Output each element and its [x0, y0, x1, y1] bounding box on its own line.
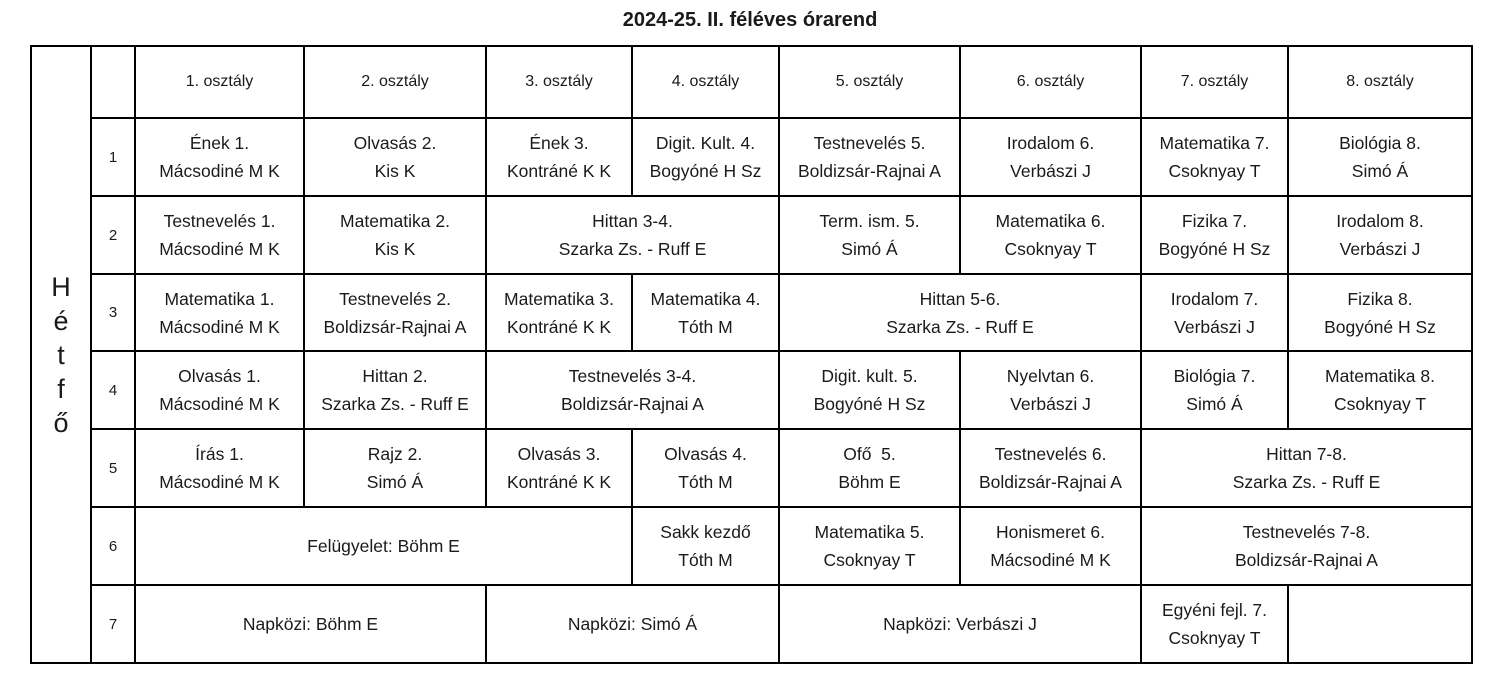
lesson-teacher: Bogyóné H Sz	[649, 161, 762, 181]
lesson-teacher: Szarka Zs. - Ruff E	[321, 394, 469, 414]
lesson-teacher: Simó Á	[841, 239, 898, 259]
lesson-subject: Hittan 2.	[362, 366, 428, 386]
lesson-teacher: Verbászi J	[1174, 316, 1255, 337]
lesson-teacher: Szarka Zs. - Ruff E	[1232, 472, 1381, 492]
lesson-cell	[960, 429, 1141, 507]
lesson-subject: Ofő 5.	[843, 444, 896, 464]
lesson-cell	[632, 274, 779, 351]
lesson-cell	[135, 429, 304, 507]
lesson-cell	[779, 351, 960, 429]
lesson-teacher: Tóth M	[678, 550, 733, 570]
lesson-subject: Sakk kezdő	[660, 522, 751, 542]
lesson-teacher: Bogyóné H Sz	[1158, 239, 1271, 259]
lesson-teacher: Mácsodiné M K	[159, 316, 280, 337]
lesson-subject: Biológia 7.	[1173, 366, 1256, 386]
lesson-teacher: Böhm E	[838, 472, 901, 492]
lesson-teacher: Boldizsár-Rajnai A	[323, 316, 467, 337]
lesson-subject: Matematika 6.	[995, 211, 1106, 231]
period-number: 3	[91, 274, 135, 351]
lesson-teacher: Boldizsár-Rajnai A	[798, 161, 941, 181]
corner-cell	[91, 46, 135, 118]
period-row	[31, 351, 1472, 429]
lesson-cell	[632, 507, 779, 585]
lesson-teacher: Verbászi J	[1010, 161, 1091, 181]
lesson-teacher: Verbászi J	[1010, 394, 1091, 414]
timetable	[30, 45, 1473, 664]
period-number: 6	[91, 507, 135, 585]
lesson-subject: Matematika 8.	[1325, 366, 1435, 386]
lesson-teacher: Bogyóné H Sz	[813, 394, 926, 414]
lesson-cell	[1141, 274, 1288, 351]
lesson-subject: Digit. kult. 5.	[821, 366, 918, 386]
page-title: 2024-25. II. féléves órarend	[622, 9, 878, 31]
day-letter: f	[57, 373, 65, 404]
lesson-subject: Testnevelés 6.	[994, 444, 1107, 464]
lesson-cell	[135, 507, 632, 585]
lesson-teacher: Boldizsár-Rajnai A	[1235, 550, 1378, 570]
lesson-teacher: Csoknyay T	[1168, 161, 1261, 181]
day-label	[31, 46, 91, 663]
lesson-cell	[779, 429, 960, 507]
lesson-cell	[960, 351, 1141, 429]
lesson-teacher: Boldizsár-Rajnai A	[561, 394, 704, 414]
lesson-cell	[1141, 351, 1288, 429]
lesson-teacher: Mácsodiné M K	[159, 239, 280, 259]
lesson-cell	[135, 585, 486, 663]
lesson-teacher: Csoknyay T	[1004, 239, 1097, 259]
lesson-teacher: Csoknyay T	[1168, 628, 1261, 648]
period-row	[31, 274, 1472, 351]
lesson-subject: Felügyelet: Böhm E	[307, 536, 460, 556]
lesson-subject: Fizika 7.	[1181, 211, 1248, 231]
lesson-cell	[486, 429, 632, 507]
lesson-subject: Honismeret 6.	[996, 522, 1105, 542]
lesson-cell	[779, 585, 1141, 663]
lesson-cell	[779, 274, 1141, 351]
empty-cell	[1288, 585, 1472, 663]
period-number: 4	[91, 351, 135, 429]
period-row	[31, 196, 1472, 274]
day-letter: H	[51, 271, 71, 302]
lesson-cell	[486, 585, 779, 663]
lesson-cell	[135, 118, 304, 196]
lesson-subject: Matematika 4.	[650, 288, 761, 309]
lesson-subject: Fizika 8.	[1347, 288, 1413, 309]
lesson-teacher: Bogyóné H Sz	[1324, 316, 1436, 337]
period-number: 1	[91, 118, 135, 196]
lesson-cell	[960, 507, 1141, 585]
lesson-subject: Testnevelés 7-8.	[1242, 522, 1371, 542]
class-header: 6. osztály	[960, 46, 1141, 118]
lesson-subject: Matematika 1.	[164, 288, 275, 309]
day-letter: é	[53, 305, 69, 336]
lesson-subject: Ének 3.	[529, 133, 589, 153]
lesson-subject: Testnevelés 3-4.	[568, 366, 697, 386]
lesson-subject: Olvasás 4.	[664, 444, 747, 464]
period-number: 7	[91, 585, 135, 663]
lesson-cell	[486, 118, 632, 196]
class-header: 4. osztály	[632, 46, 779, 118]
period-number: 2	[91, 196, 135, 274]
lesson-cell	[304, 196, 486, 274]
lesson-cell	[304, 274, 486, 351]
lesson-subject: Rajz 2.	[367, 444, 423, 464]
lesson-teacher: Csoknyay T	[1333, 394, 1427, 414]
lesson-teacher: Simó Á	[366, 472, 424, 492]
lesson-cell	[304, 118, 486, 196]
class-header: 5. osztály	[779, 46, 960, 118]
lesson-cell	[1141, 118, 1288, 196]
lesson-cell	[486, 351, 779, 429]
lesson-cell	[779, 507, 960, 585]
lesson-cell	[960, 196, 1141, 274]
lesson-subject: Matematika 5.	[814, 522, 925, 542]
lesson-subject: Nyelvtan 6.	[1006, 366, 1095, 386]
lesson-teacher: Mácsodiné M K	[159, 394, 280, 414]
lesson-subject: Olvasás 2.	[353, 133, 437, 153]
lesson-subject: Írás 1.	[195, 444, 244, 464]
class-header: 7. osztály	[1141, 46, 1288, 118]
lesson-teacher: Mácsodiné M K	[159, 161, 280, 181]
class-header: 3. osztály	[486, 46, 632, 118]
lesson-cell	[1141, 585, 1288, 663]
lesson-subject: Olvasás 3.	[517, 444, 601, 464]
lesson-cell	[304, 429, 486, 507]
lesson-cell	[1288, 274, 1472, 351]
lesson-subject: Hittan 7-8.	[1266, 444, 1347, 464]
lesson-cell	[135, 351, 304, 429]
lesson-subject: Term. ism. 5.	[819, 211, 920, 231]
lesson-teacher: Kontráné K K	[506, 161, 612, 181]
lesson-teacher: Kis K	[374, 161, 416, 181]
lesson-cell	[1288, 196, 1472, 274]
lesson-subject: Irodalom 6.	[1006, 133, 1095, 153]
lesson-subject: Irodalom 7.	[1170, 288, 1259, 309]
lesson-subject: Matematika 3.	[504, 288, 614, 309]
class-header: 1. osztály	[135, 46, 304, 118]
lesson-teacher: Kis K	[374, 239, 416, 259]
lesson-subject: Testnevelés 2.	[339, 288, 451, 309]
lesson-teacher: Kontráné K K	[506, 316, 612, 337]
lesson-cell	[779, 118, 960, 196]
lesson-cell	[304, 351, 486, 429]
period-row	[31, 507, 1472, 585]
lesson-teacher: Verbászi J	[1339, 239, 1421, 259]
lesson-subject: Ének 1.	[189, 133, 250, 153]
lesson-teacher: Boldizsár-Rajnai A	[979, 472, 1122, 492]
class-header: 2. osztály	[304, 46, 486, 118]
lesson-cell	[486, 274, 632, 351]
lesson-cell	[1141, 507, 1472, 585]
period-row	[31, 585, 1472, 663]
period-number: 5	[91, 429, 135, 507]
lesson-subject: Egyéni fejl. 7.	[1161, 600, 1268, 620]
header-row	[31, 46, 1472, 118]
lesson-cell	[1288, 351, 1472, 429]
lesson-subject: Matematika 7.	[1159, 133, 1270, 153]
lesson-cell	[135, 274, 304, 351]
lesson-subject: Testnevelés 1.	[163, 211, 276, 231]
lesson-subject: Irodalom 8.	[1336, 211, 1424, 231]
class-header: 8. osztály	[1288, 46, 1472, 118]
lesson-subject: Digit. Kult. 4.	[655, 133, 756, 153]
lesson-cell	[486, 196, 779, 274]
lesson-teacher: Simó Á	[1186, 394, 1243, 414]
lesson-subject: Testnevelés 5.	[813, 133, 926, 153]
day-letter: ő	[53, 407, 69, 438]
day-letter: t	[57, 339, 65, 370]
lesson-teacher: Tóth M	[678, 316, 733, 337]
lesson-teacher: Mácsodiné M K	[990, 550, 1111, 570]
lesson-subject: Biológia 8.	[1339, 133, 1421, 153]
lesson-subject: Napközi: Simó Á	[567, 614, 698, 634]
lesson-teacher: Szarka Zs. - Ruff E	[558, 239, 707, 259]
lesson-cell	[1141, 196, 1288, 274]
lesson-subject: Hittan 3-4.	[592, 211, 673, 231]
lesson-teacher: Simó Á	[1351, 161, 1409, 181]
lesson-subject: Olvasás 1.	[178, 366, 261, 386]
lesson-subject: Napközi: Verbászi J	[883, 614, 1037, 634]
lesson-subject: Matematika 2.	[340, 211, 450, 231]
lesson-subject: Napközi: Böhm E	[242, 614, 379, 634]
period-row	[31, 118, 1472, 196]
lesson-teacher: Kontráné K K	[506, 472, 612, 492]
lesson-teacher: Tóth M	[678, 472, 733, 492]
lesson-cell	[632, 429, 779, 507]
lesson-cell	[135, 196, 304, 274]
period-row	[31, 429, 1472, 507]
lesson-cell	[1141, 429, 1472, 507]
lesson-teacher: Szarka Zs. - Ruff E	[886, 316, 1034, 337]
lesson-subject: Hittan 5-6.	[919, 288, 1001, 309]
lesson-teacher: Mácsodiné M K	[159, 472, 280, 492]
lesson-cell	[779, 196, 960, 274]
lesson-teacher: Csoknyay T	[823, 550, 916, 570]
lesson-cell	[960, 118, 1141, 196]
lesson-cell	[632, 118, 779, 196]
lesson-cell	[1288, 118, 1472, 196]
